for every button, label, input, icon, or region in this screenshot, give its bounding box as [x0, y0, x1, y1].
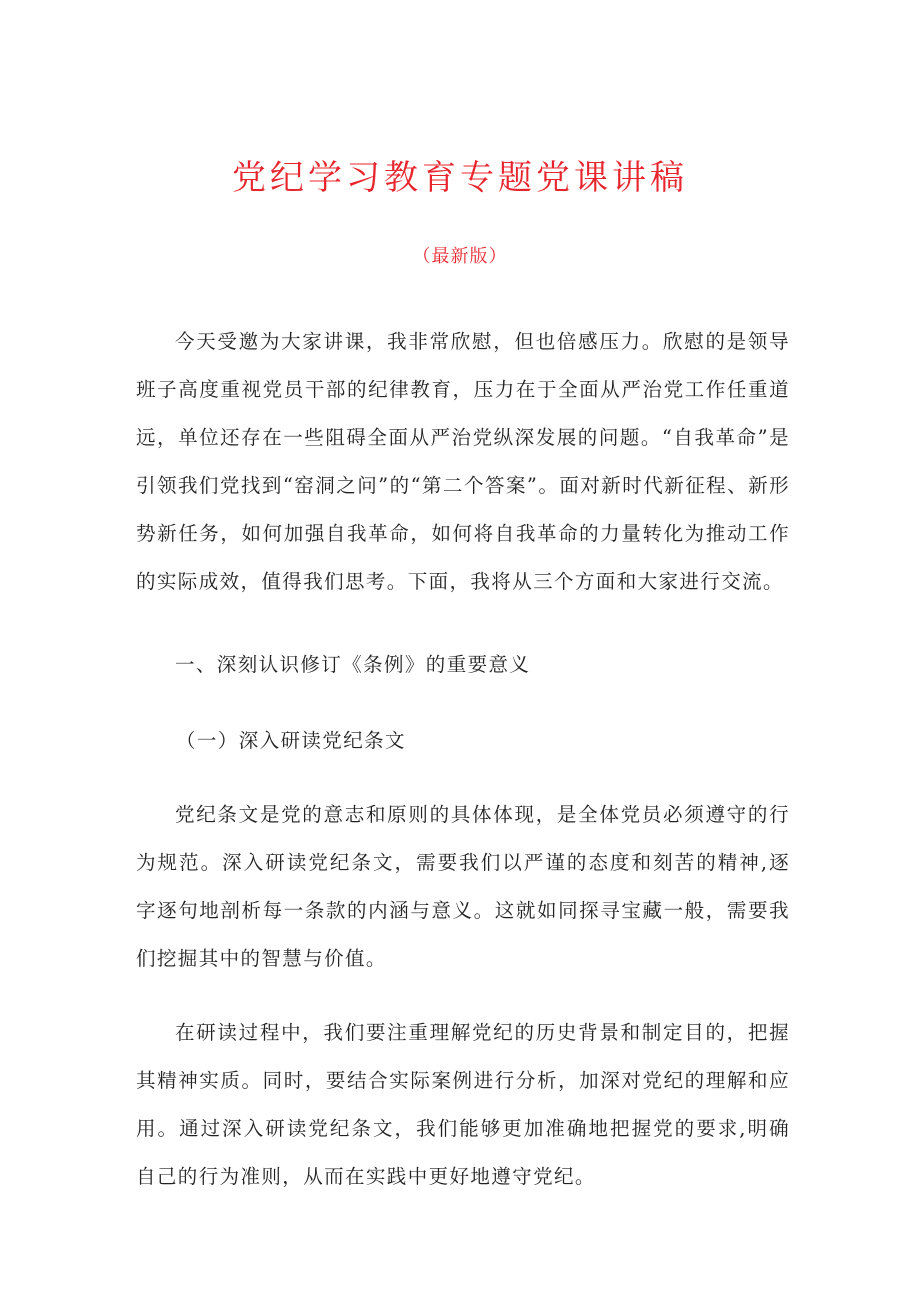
body-paragraph: 在研读过程中，我们要注重理解党纪的历史背景和制定目的，把握其精神实质。同时，要结合实际案例进行分析，加深对党纪的理解和应用。通过深入研读党纪条文，我们能够更加准确地把握党的要求,明确自己的行为准则，从而在实践中更好地遵守党纪。: [136, 1021, 790, 1188]
body-paragraph: 党纪条文是党的意志和原则的具体体现，是全体党员必须遵守的行为规范。深入研读党纪条文，需要我们以严谨的态度和刻苦的精神,逐字逐句地剖析每一条款的内涵与意义。这就如同探寻宝藏一般，需要我们挖掘其中的智慧与价值。: [136, 803, 790, 970]
document-subtitle: （最新版）: [412, 246, 508, 267]
section-heading: 一、深刻认识修订《条例》的重要意义: [175, 653, 531, 676]
intro-paragraph: 今天受邀为大家讲课，我非常欣慰，但也倍感压力。欣慰的是领导班子高度重视党员干部的纪律教育，压力在于全面从严治党工作任重道远，单位还存在一些阻碍全面从严治党纵深发展的问题。“自我革命”是引领我们党找到“窑洞之问”的“第二个答案”。面对新时代新征程、新形势新任务，如何加强自我革命，如何将自我革命的力量转化为推动工作的实际成效，值得我们思考。下面，我将从三个方面和大家进行交流。: [136, 330, 790, 593]
subsection-heading: （一）深入研读党纪条文: [176, 729, 406, 752]
document-title: 党纪学习教育专题党课讲稿: [232, 158, 688, 198]
